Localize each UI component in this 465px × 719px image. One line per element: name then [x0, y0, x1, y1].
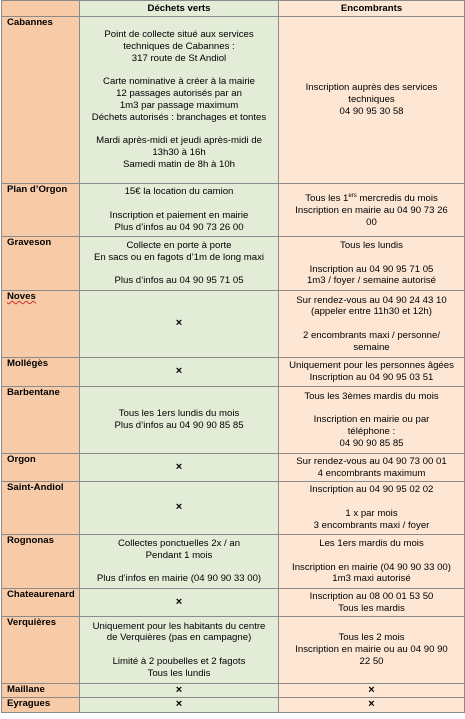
info-line: 22 50 — [359, 655, 384, 667]
not-available-cross-icon: × — [368, 698, 375, 711]
green-waste-cell — [80, 387, 279, 454]
not-available-cross-icon: × — [175, 501, 183, 514]
info-line: semaine — [353, 341, 390, 353]
table-row — [2, 291, 465, 358]
not-available-cross-icon: × — [175, 365, 183, 378]
blank-line — [282, 402, 461, 414]
commune-name — [2, 17, 80, 184]
table-row — [2, 482, 465, 535]
blank-line — [83, 198, 275, 210]
info-line: Inscription au 04 90 95 02 02 — [309, 484, 434, 496]
green-waste-cell — [80, 454, 279, 482]
commune-label: Saint-Andiol — [7, 482, 64, 493]
bulky-items-cell — [279, 535, 465, 589]
bulky-items-cell — [279, 17, 465, 184]
waste-collection-table — [1, 0, 465, 713]
info-line: Sur rendez-vous au 04 90 73 00 01 — [296, 455, 447, 467]
info-line: Plus d’infos au 04 90 90 85 85 — [114, 420, 244, 431]
info-line: 2 encombrants maxi / personne/ — [302, 329, 441, 341]
blank-line — [282, 252, 461, 264]
info-line: Inscription auprès des services — [305, 82, 438, 94]
info-line: (appeler entre 11h30 et 12h) — [311, 306, 432, 318]
table-row — [2, 589, 465, 617]
info-line: 15€ la location du camion — [124, 186, 234, 198]
info-line: 00 — [366, 216, 377, 228]
commune-name — [2, 454, 80, 482]
info-line: Carte nominative à créer à la mairie — [103, 76, 255, 88]
green-waste-cell — [80, 589, 279, 617]
bulky-items-cell — [279, 358, 465, 387]
info-line: Inscription en mairie ou au 04 90 90 — [295, 644, 448, 656]
info-line: Tous les 1ers mercredis du mois — [305, 193, 438, 205]
blank-line — [83, 65, 275, 77]
bulky-items-cell — [279, 387, 465, 454]
info-line: Tous les lundis — [340, 239, 403, 251]
table-row — [2, 387, 465, 454]
green-waste-cell — [80, 358, 279, 387]
commune-label: Noves — [7, 291, 36, 302]
blank-line — [83, 644, 275, 656]
info-line: Limité à 2 poubelles et 2 fagots — [112, 655, 246, 667]
bulky-items-cell — [279, 454, 465, 482]
bulky-items-cell — [279, 589, 465, 617]
blank-line — [83, 124, 275, 136]
commune-label: Mollégès — [7, 358, 49, 369]
commune-label: Barbentane — [7, 387, 60, 398]
commune-name — [2, 617, 80, 684]
commune-name — [2, 237, 80, 291]
commune-label: Orgon — [7, 454, 36, 465]
bulky-items-cell — [279, 184, 465, 237]
green-waste-cell — [80, 684, 279, 698]
green-waste-cell — [80, 617, 279, 684]
info-line: Inscription en mairie (04 90 90 33 00) — [292, 561, 451, 573]
commune-name — [2, 589, 80, 617]
commune-name — [2, 387, 80, 454]
info-line: Inscription et paiement en mairie — [109, 210, 249, 221]
green-waste-cell — [80, 535, 279, 589]
blank-line — [282, 496, 461, 508]
commune-name — [2, 535, 80, 589]
info-line: 4 encombrants maximum — [317, 467, 426, 479]
commune-name — [2, 684, 80, 698]
green-waste-cell — [80, 291, 279, 358]
commune-label: Chateaurenard — [7, 589, 75, 600]
blank-line — [282, 550, 461, 562]
info-line: Pendant 1 mois — [145, 549, 213, 561]
bulky-items-cell — [279, 684, 465, 698]
info-line: Tous les lundis — [147, 667, 211, 679]
info-line: Mardi après-midi et jeudi après-midi de — [96, 135, 262, 147]
commune-label: Cabannes — [7, 17, 53, 28]
bulky-items-cell — [279, 237, 465, 291]
not-available-cross-icon: × — [175, 460, 183, 473]
commune-name — [2, 291, 80, 358]
info-line: 1 x par mois — [345, 508, 398, 519]
info-line: Tous les 2 mois — [338, 632, 405, 644]
commune-name — [2, 482, 80, 535]
info-line: Inscription au 08 00 01 53 50 — [309, 590, 434, 602]
table-row — [2, 698, 465, 713]
commune-label: Rognonas — [7, 535, 54, 546]
info-line: 13h30 à 16h — [152, 147, 206, 159]
table-row — [2, 617, 465, 684]
blank-line — [83, 264, 275, 276]
info-line: Uniquement pour les personnes âgées — [289, 360, 454, 372]
bulky-items-cell — [279, 482, 465, 535]
info-line: techniques de Cabannes : — [123, 41, 235, 53]
info-line: Inscription en mairie ou par — [313, 414, 430, 426]
commune-label: Graveson — [7, 237, 52, 248]
info-line: 04 90 90 85 85 — [339, 437, 404, 449]
info-line: 1m3 par passage maximum — [119, 100, 239, 111]
info-line: Plus d’infos au 04 90 95 71 05 — [114, 275, 244, 287]
table-row — [2, 17, 465, 184]
info-line: Inscription au 04 90 95 71 05 — [309, 263, 434, 275]
info-line: Tous les 3èmes mardis du mois — [304, 390, 439, 402]
blank-line — [83, 562, 275, 574]
green-waste-cell — [80, 237, 279, 291]
commune-name — [2, 698, 80, 713]
table-row — [2, 358, 465, 387]
table-row — [2, 535, 465, 589]
info-line: 3 encombrants maxi / foyer — [313, 519, 430, 531]
table-row — [2, 184, 465, 237]
header-row — [2, 1, 465, 17]
info-line: techniques — [348, 94, 395, 106]
table-row — [2, 454, 465, 482]
info-line: 1m3 / foyer / semaine autorisé — [306, 275, 437, 287]
info-line: Inscription en mairie au 04 90 73 26 — [295, 205, 448, 217]
commune-label: Plan d’Orgon — [7, 184, 68, 195]
blank-line — [282, 318, 461, 330]
table-row — [2, 684, 465, 698]
info-line: Déchets autorisés : branchages et tontes — [91, 111, 267, 123]
bulky-items-cell — [279, 291, 465, 358]
info-line: de Verquières (pas en campagne) — [106, 632, 252, 644]
not-available-cross-icon: × — [175, 683, 183, 696]
green-waste-cell — [80, 698, 279, 713]
commune-label: Maillane — [7, 684, 45, 695]
info-line: Les 1ers mardis du mois — [319, 537, 424, 549]
table-row — [2, 237, 465, 291]
bulky-items-cell — [279, 698, 465, 713]
bulky-items-cell — [279, 617, 465, 684]
info-line: Plus d’infos en mairie (04 90 90 33 00) — [96, 573, 262, 585]
not-available-cross-icon: × — [175, 698, 183, 711]
not-available-cross-icon: × — [368, 683, 375, 696]
info-line: En sacs ou en fagots d’1m de long maxi — [93, 251, 265, 263]
info-line: téléphone : — [347, 425, 396, 437]
info-line: Tous les 1ers lundis du mois — [118, 408, 240, 420]
info-line: Collecte en porte à porte — [126, 239, 232, 251]
commune-name — [2, 358, 80, 387]
info-line: Tous les mardis — [338, 602, 405, 614]
info-line: Uniquement pour les habitants du centre — [92, 620, 266, 632]
info-line: Samedi matin de 8h à 10h — [122, 158, 235, 170]
green-waste-cell — [80, 184, 279, 237]
table-body — [2, 17, 465, 713]
info-line: 317 route de St Andiol — [131, 52, 227, 64]
not-available-cross-icon: × — [175, 595, 183, 608]
corner-header-cell — [2, 1, 80, 17]
info-line: 1m3 maxi autorisé — [332, 573, 411, 585]
commune-label: Eyragues — [7, 698, 51, 709]
commune-name — [2, 184, 80, 237]
info-line: Inscription au 04 90 95 03 51 — [309, 372, 434, 383]
info-line: 04 90 95 30 58 — [339, 105, 404, 117]
bulky-items-header: Encombrants — [279, 1, 465, 17]
info-line: Plus d’infos au 04 90 73 26 00 — [114, 221, 244, 233]
info-line: Point de collecte situé aux services — [104, 29, 254, 41]
info-line: 12 passages autorisés par an — [116, 88, 242, 100]
green-waste-cell — [80, 482, 279, 535]
green-waste-header: Déchets verts — [80, 1, 279, 17]
info-line: Collectes ponctuelles 2x / an — [117, 537, 241, 549]
not-available-cross-icon: × — [175, 317, 183, 330]
info-line: Sur rendez-vous au 04 90 24 43 10 — [296, 294, 447, 306]
commune-label: Verquières — [7, 617, 57, 628]
green-waste-cell — [80, 17, 279, 184]
